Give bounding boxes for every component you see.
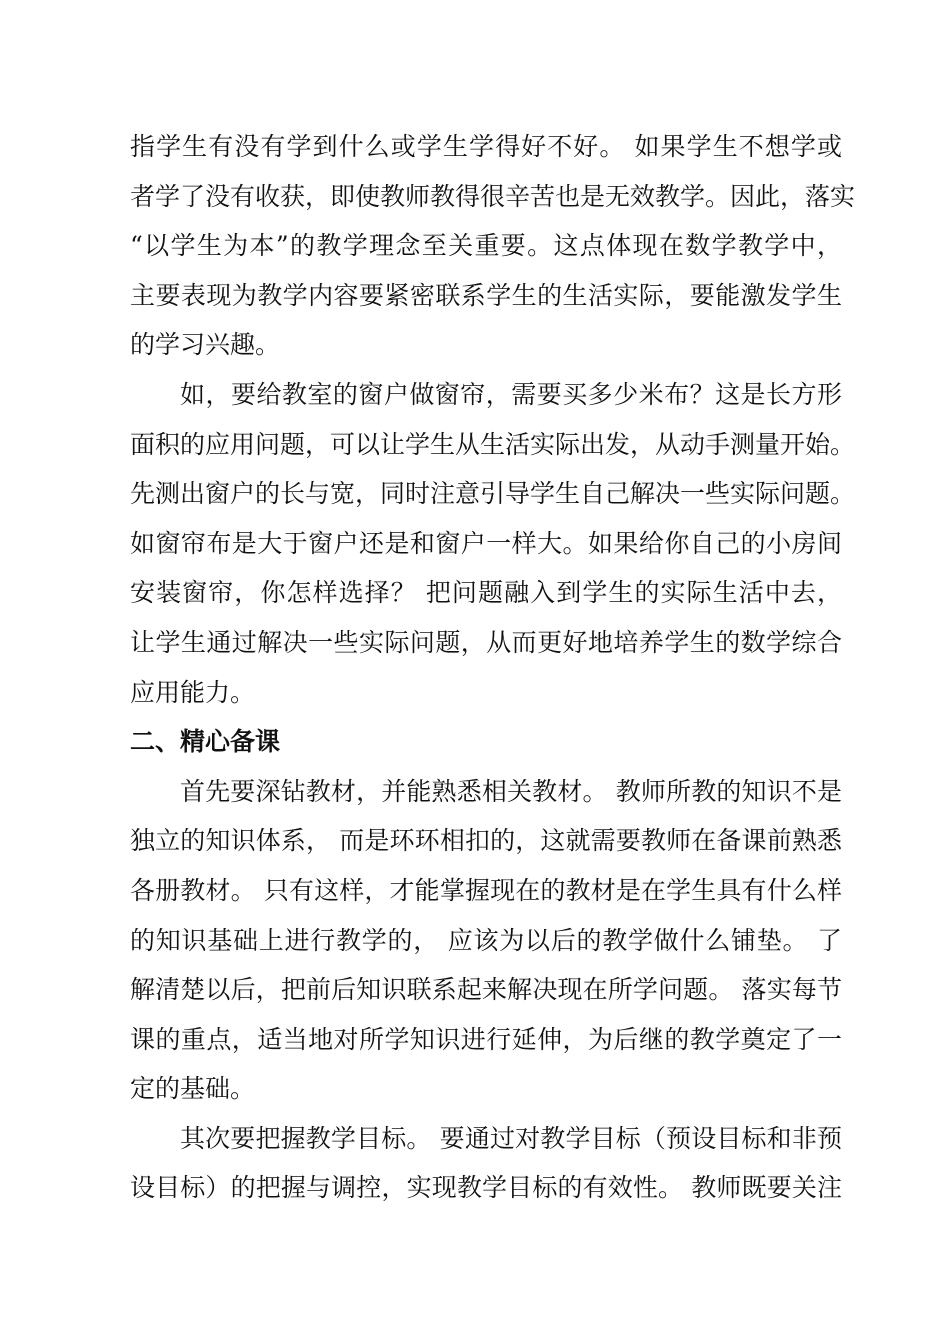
paragraph-line: 安装窗帘，你怎样选择？ 把问题融入到学生的实际生活中去，: [130, 578, 842, 608]
paragraph-line: 如，要给教室的窗户做窗帘，需要买多少米布？这是长方形: [180, 379, 842, 409]
section-heading: 二、精心备课: [130, 727, 281, 757]
paragraph-line: 各册教材。 只有这样，才能掌握现在的教材是在学生具有什么样: [130, 875, 842, 905]
paragraph-line: 的学习兴趣。: [130, 330, 281, 360]
paragraph-line: 如窗帘布是大于窗户还是和窗户一样大。如果给你自己的小房间: [130, 528, 842, 558]
paragraph-line: 者学了没有收获，即使教师教得很辛苦也是无效教学。因此，落实: [130, 181, 856, 211]
paragraph-line: 首先要深钻教材，并能熟悉相关教材。 教师所教的知识不是: [180, 776, 842, 806]
paragraph-line: 课的重点，适当地对所学知识进行延伸，为后继的教学奠定了一: [130, 1024, 842, 1054]
paragraph-line: 面积的应用问题，可以让学生从生活实际出发，从动手测量开始。: [130, 429, 856, 459]
paragraph-line: 解清楚以后，把前后知识联系起来解决现在所学问题。 落实每节: [130, 975, 842, 1005]
paragraph-line: 先测出窗户的长与宽，同时注意引导学生自己解决一些实际问题。: [130, 479, 856, 509]
paragraph-line: 独立的知识体系， 而是环环相扣的，这就需要教师在备课前熟悉: [130, 826, 842, 856]
paragraph-line: 定的基础。: [130, 1074, 256, 1104]
paragraph-line: 设目标）的把握与调控，实现教学目标的有效性。 教师既要关注: [130, 1173, 842, 1203]
paragraph-line: 的知识基础上进行教学的， 应该为以后的教学做什么铺垫。 了: [130, 925, 842, 955]
document-body: [130, 122, 856, 1213]
paragraph-line: 指学生有没有学到什么或学生学得好不好。 如果学生不想学或: [130, 132, 842, 161]
paragraph-line: “以学生为本”的教学理念至关重要。这点体现在数学教学中，: [130, 231, 842, 261]
paragraph-line: 让学生通过解决一些实际问题，从而更好地培养学生的数学综合: [130, 627, 842, 657]
paragraph-line: 应用能力。: [130, 677, 256, 707]
paragraph-line: 其次要把握教学目标。 要通过对教学目标（预设目标和非预: [180, 1123, 842, 1153]
paragraph-line: 主要表现为教学内容要紧密联系学生的生活实际，要能激发学生: [130, 280, 842, 310]
